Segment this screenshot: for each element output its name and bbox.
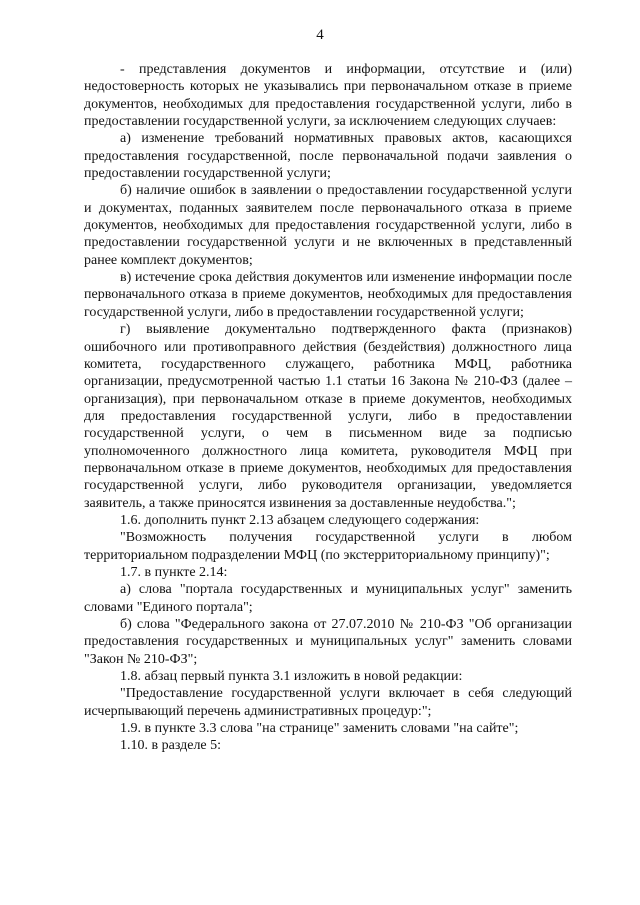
paragraph-13: 1.9. в пункте 3.3 слова "на странице" заменить словами "на сайте"; [120, 721, 519, 737]
paragraph-3: б) наличие ошибок в заявлении о предоставлении государственной услуги и документах, поданных заявителем после первоначального отказа в приеме документов, необходимых для предоставления государственной услуги, либо в предоставлении государственной услуги и не включенных в представленный ранее комплект документов; [84, 183, 572, 268]
paragraph-5: г) выявление документально подтвержденного факта (признаков) ошибочного или противоправного действия (бездействия) должностного лица комитета, государственного служащего, работника МФЦ, работника организации, предусмотренной частью 1.1 статьи 16 Закона № 210-ФЗ (далее – организация), при первоначальном отказе в приеме документов, необходимых для предоставления государственной услуги, либо в предоставлении государственной услуги, о чем в письменном виде за подписью уполномоченного должностного лица комитета, руководителя МФЦ при первоначальном отказе в приеме документов, необходимых для предоставления государственной услуги, либо руководителя организации, уведомляется заявитель, а также приносятся извинения за доставленные неудобства."; [84, 322, 572, 511]
paragraph-7: "Возможность получения государственной услуги в любом территориальном подразделении МФЦ (по экстерриториальному принципу)"; [84, 530, 572, 563]
page-number: 4 [316, 27, 324, 43]
paragraph-4: в) истечение срока действия документов или изменение информации после первоначального отказа в приеме документов, необходимых для предоставления государственной услуги, либо в предоставлении государственной услуги; [84, 270, 572, 320]
paragraph-11: 1.8. абзац первый пункта 3.1 изложить в новой редакции: [120, 669, 463, 685]
paragraph-12: "Предоставление государственной услуги включает в себя следующий исчерпывающий перечень административных процедур:"; [84, 686, 572, 719]
paragraph-1: - представления документов и информации, отсутствие и (или) недостоверность которых не указывались при первоначальном отказе в приеме документов, необходимых для предоставления государственной услуги, либо в предоставлении государственной услуги, за исключением следующих случаев: [84, 62, 572, 130]
paragraph-6: 1.6. дополнить пункт 2.13 абзацем следующего содержания: [120, 512, 480, 528]
paragraph-8: 1.7. в пункте 2.14: [120, 564, 228, 580]
paragraph-9: а) слова "портала государственных и муниципальных услуг" заменить словами "Единого портала"; [84, 582, 572, 615]
paragraph-10: б) слова "Федерального закона от 27.07.2010 № 210-ФЗ "Об организации предоставления государственных и муниципальных услуг" заменить словами "Закон № 210-ФЗ"; [84, 617, 572, 667]
paragraph-14: 1.10. в разделе 5: [120, 738, 222, 754]
paragraph-2: а) изменение требований нормативных правовых актов, касающихся предоставления государственной, после первоначальной подачи заявления о предоставлении государственной услуги; [84, 131, 572, 182]
document-body [84, 61, 572, 755]
